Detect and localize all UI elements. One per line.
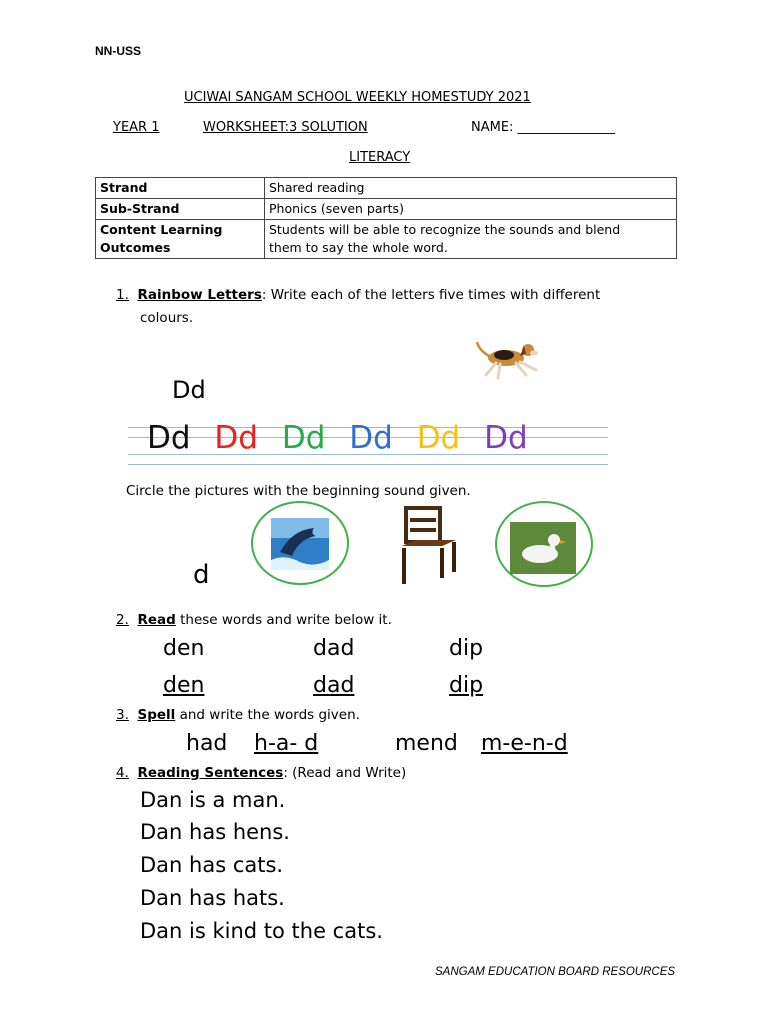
read-word-1: den — [163, 636, 205, 661]
header-tag: NN-USS — [95, 44, 142, 58]
q1-instruction-cont: colours. — [140, 310, 194, 326]
q1-text — [116, 287, 600, 303]
rainbow-letter-6: Dd — [484, 420, 528, 456]
table-row — [96, 199, 677, 220]
q4-number: 4. — [116, 765, 129, 781]
sentence-3: Dan has cats. — [140, 853, 284, 877]
circle-instruction: Circle the pictures with the beginning sound given. — [126, 483, 471, 499]
table-key: Sub-Strand — [96, 199, 265, 220]
beginning-sound: d — [193, 560, 210, 590]
spell-word-2: mend — [395, 731, 458, 756]
table-row — [96, 178, 677, 199]
footer: SANGAM EDUCATION BOARD RESOURCES — [435, 966, 676, 978]
rainbow-letter-4: Dd — [349, 420, 393, 456]
table-key-line1: Content Learning — [100, 222, 223, 237]
table-value-line1: Students will be able to recognize the sounds and blend — [269, 222, 621, 237]
written-word-2: dad — [313, 673, 355, 698]
spelled-word-1: h-a- d — [254, 731, 319, 756]
dog-icon — [476, 336, 542, 382]
worksheet-label: WORKSHEET:3 SOLUTION — [203, 120, 368, 135]
q1-number: 1. — [116, 287, 129, 303]
duck-picture — [494, 500, 594, 588]
q2-text — [116, 612, 392, 628]
sentence-5: Dan is kind to the cats. — [140, 919, 383, 943]
sentence-2: Dan has hens. — [140, 820, 290, 844]
q4-text — [116, 765, 406, 781]
rainbow-letters — [147, 420, 528, 456]
q1-label: Rainbow Letters — [137, 287, 262, 303]
q1-instruction: : Write each of the letters five times with different — [261, 287, 601, 303]
read-word-3: dip — [449, 636, 484, 661]
sentence-4: Dan has hats. — [140, 886, 285, 910]
rainbow-letter: Dd — [172, 376, 206, 404]
rainbow-letter-5: Dd — [416, 420, 461, 456]
table-key-line2: Outcomes — [100, 240, 171, 255]
q3-instruction: and write the words given. — [175, 707, 360, 723]
dolphin-picture — [250, 500, 350, 586]
table-value: Phonics (seven parts) — [265, 199, 677, 220]
table-key — [96, 220, 265, 259]
q3-text — [116, 707, 360, 723]
q3-label: Spell — [137, 707, 176, 723]
q4-label: Reading Sentences — [137, 765, 284, 781]
sentence-1: Dan is a man. — [140, 788, 286, 812]
name-field: NAME: _______________ — [471, 120, 616, 135]
rainbow-letter-2: Dd — [214, 420, 258, 456]
q2-number: 2. — [116, 612, 129, 628]
table-value — [265, 220, 677, 259]
rainbow-letter-1: Dd — [147, 420, 191, 456]
rainbow-letter-3: Dd — [281, 420, 326, 456]
q2-label: Read — [137, 612, 176, 628]
q2-instruction: these words and write below it. — [175, 612, 392, 628]
q4-instruction: : (Read and Write) — [283, 765, 407, 781]
table-value: Shared reading — [265, 178, 677, 199]
table-value-line2: them to say the whole word. — [269, 240, 448, 255]
read-word-2: dad — [313, 636, 355, 661]
spelled-word-2: m-e-n-d — [481, 731, 568, 756]
info-table — [95, 177, 677, 259]
written-word-3: dip — [449, 673, 484, 698]
table-key: Strand — [96, 178, 265, 199]
subject-title: LITERACY — [349, 150, 411, 165]
school-title: UCIWAI SANGAM SCHOOL WEEKLY HOMESTUDY 2021 — [184, 90, 531, 105]
written-word-1: den — [163, 673, 205, 698]
table-row — [96, 220, 677, 259]
spell-word-1: had — [186, 731, 228, 756]
q3-number: 3. — [116, 707, 129, 723]
chair-picture — [398, 506, 464, 586]
year-label: YEAR 1 — [113, 120, 160, 135]
